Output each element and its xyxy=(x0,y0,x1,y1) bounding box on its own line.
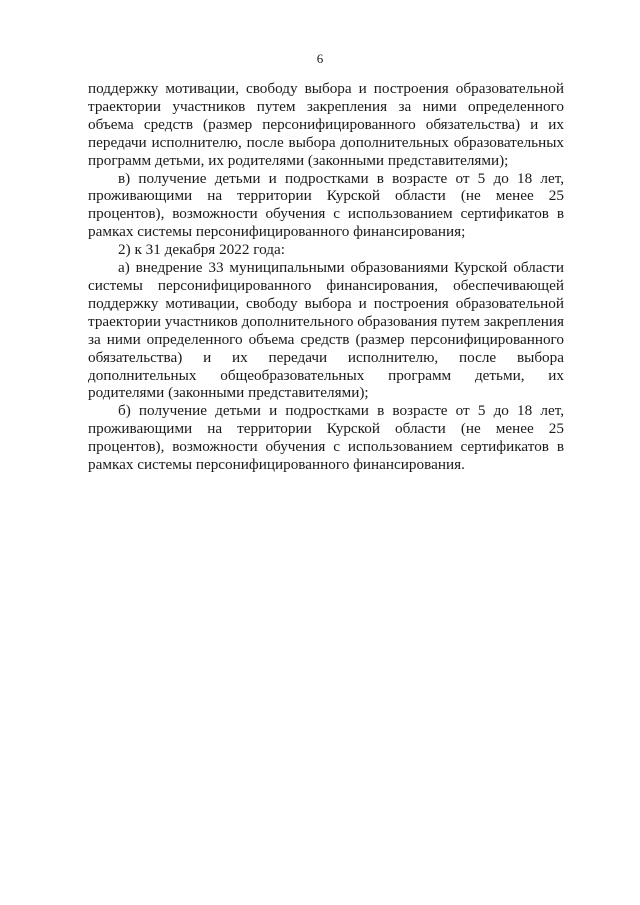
paragraph-item-v: в) получение детьми и подростками в возрасте от 5 до 18 лет, проживающими на территории Курской области (не менее 25 процентов), возможности обучения с использованием сертификатов в рамках системы персонифицированного финансирования; xyxy=(88,169,564,241)
paragraph-item-a: а) внедрение 33 муниципальными образованиями Курской области системы персонифицированного финансирования, обеспечивающей поддержку мотивации, свободу выбора и построения образовательной траектории участников дополнительного образования путем закрепления за ними определенного объема средств (размер персонифицированного обязательства) и их передачи исполнителю, после выбора дополнительных общеобразовательных программ детьми, их родителями (законными представителями); xyxy=(88,259,564,402)
paragraph-heading-2: 2) к 31 декабря 2022 года: xyxy=(118,241,285,259)
page-number: 6 xyxy=(316,51,324,66)
document-body xyxy=(88,80,564,474)
paragraph-item-b: б) получение детьми и подростками в возрасте от 5 до 18 лет, проживающими на территории Курской области (не менее 25 процентов), возможности обучения с использованием сертификатов в рамках системы персонифицированного финансирования. xyxy=(88,402,564,474)
paragraph-continuation: поддержку мотивации, свободу выбора и построения образовательной траектории участников путем закрепления за ними определенного объема средств (размер персонифицированного обязательства) и их передачи исполнителю, после выбора дополнительных образовательных программ детьми, их родителями (законными представителями); xyxy=(88,80,564,169)
